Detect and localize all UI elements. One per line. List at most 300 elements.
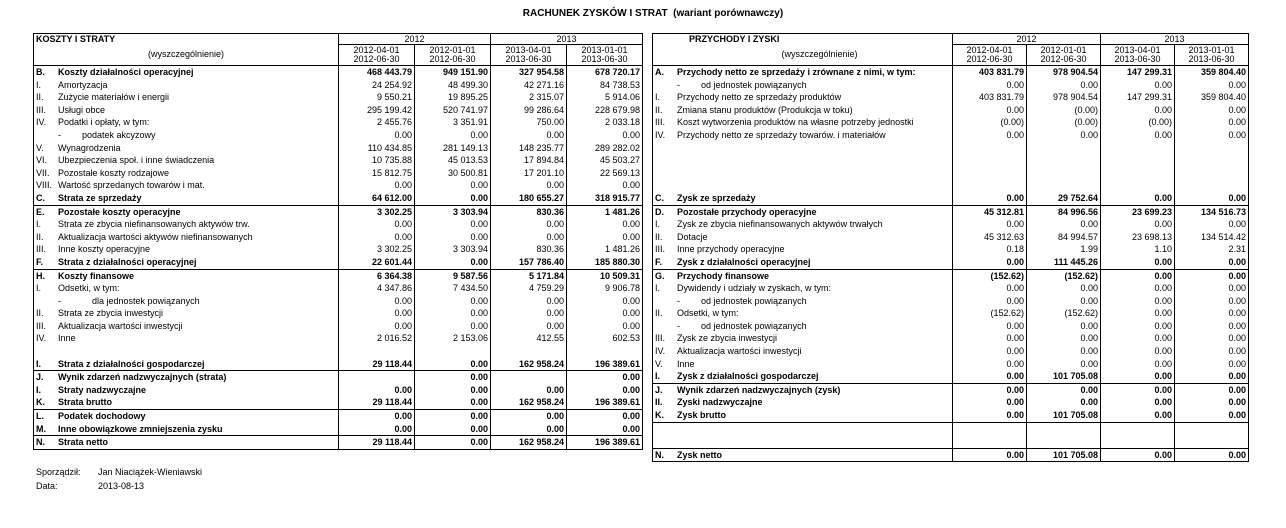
year-2013-header: 2013 (1101, 34, 1249, 45)
row-label (653, 218, 953, 231)
table-row (653, 243, 1249, 256)
row-value: 0.00 (567, 307, 643, 320)
row-value (1027, 154, 1101, 167)
row-value: 0.00 (1027, 332, 1101, 345)
row-value: 403 831.79 (953, 66, 1027, 79)
table-row (34, 192, 643, 205)
row-code: II. (655, 308, 663, 319)
table-row (34, 384, 643, 397)
period-header-row (34, 45, 643, 66)
row-value: 0.00 (415, 129, 491, 142)
row-code: B. (36, 67, 45, 77)
row-label (34, 371, 339, 384)
period-start: 2012-04-01 (966, 44, 1013, 55)
row-label (653, 179, 953, 192)
row-value: 162 958.24 (491, 436, 567, 450)
row-value: 0.00 (1175, 192, 1249, 205)
period-header (339, 45, 415, 66)
row-text: Strata netto (58, 437, 109, 448)
row-value: 2 455.76 (339, 116, 415, 129)
row-value: 17 894.84 (491, 154, 567, 167)
row-text: Ubezpieczenia społ. i inne świadczenia (58, 155, 215, 166)
row-code: N. (655, 449, 664, 460)
row-value: 0.00 (1175, 79, 1249, 92)
row-value: 0.00 (1101, 104, 1175, 117)
revenues-and-gains-table (652, 33, 1249, 462)
row-value: 9 587.56 (415, 269, 491, 282)
table-row (34, 307, 643, 320)
row-value: 162 958.24 (491, 358, 567, 371)
row-value: 0.00 (1101, 295, 1175, 308)
row-label (653, 307, 953, 320)
costs-and-losses-table (33, 33, 643, 450)
row-code: IV. (655, 346, 666, 357)
row-code: J. (655, 384, 663, 395)
row-label (653, 79, 953, 92)
row-text: Aktualizacja wartości inwestycji (677, 346, 802, 357)
table-row (34, 231, 643, 244)
row-value: 0.00 (1027, 383, 1101, 396)
period-header (415, 45, 491, 66)
row-value: 29 118.44 (339, 436, 415, 450)
row-value: 9 550.21 (339, 91, 415, 104)
row-value: (152.62) (953, 307, 1027, 320)
row-value: 281 149.13 (415, 142, 491, 155)
table-row (653, 129, 1249, 142)
row-value (1027, 167, 1101, 180)
row-value: 0.00 (567, 371, 643, 384)
row-label (34, 66, 339, 79)
row-text: Pozostałe koszty rodzajowe (58, 167, 170, 178)
period-start: 2012-01-01 (1040, 44, 1087, 55)
row-code: II. (655, 231, 663, 242)
row-value (1027, 435, 1101, 448)
row-text: od jednostek powiązanych (701, 79, 807, 90)
row-value: 10 735.88 (339, 154, 415, 167)
row-value: 0.00 (567, 218, 643, 231)
row-dash: - (677, 79, 680, 90)
row-value: 15 812.75 (339, 167, 415, 180)
table-row (34, 436, 643, 450)
row-label (653, 269, 953, 282)
row-value: 359 804.40 (1175, 91, 1249, 104)
row-code: II. (36, 92, 44, 103)
table-row (653, 370, 1249, 383)
row-value: 0.00 (339, 218, 415, 231)
row-value (953, 142, 1027, 155)
table-row (653, 79, 1249, 92)
row-value: 162 958.24 (491, 396, 567, 409)
row-value: 0.00 (415, 320, 491, 333)
row-code: D. (655, 206, 664, 217)
report-date-value: 2013-08-13 (98, 481, 145, 491)
row-label (34, 192, 339, 205)
period-start: 2012-01-01 (429, 44, 476, 55)
row-text: Inne (58, 333, 76, 344)
row-code: C. (36, 192, 45, 203)
row-value: 3 302.25 (339, 205, 415, 218)
row-value (1101, 422, 1175, 435)
row-code: I. (655, 92, 661, 103)
row-text: Straty nadzwyczajne (58, 384, 147, 395)
row-value (567, 345, 643, 358)
row-value: 7 434.50 (415, 282, 491, 295)
row-label (34, 79, 339, 92)
row-value: 22 601.44 (339, 256, 415, 269)
row-text: Strata ze zbycia niefinansowanych aktywów trw. (58, 219, 250, 230)
row-value: 0.00 (953, 396, 1027, 409)
row-value: 22 569.13 (567, 167, 643, 180)
row-value: 0.00 (567, 384, 643, 397)
row-value: 0.00 (415, 179, 491, 192)
row-text: Wynagrodzenia (58, 142, 121, 153)
row-value: 0.00 (1175, 409, 1249, 422)
row-value: 0.00 (567, 423, 643, 436)
row-value: 1.10 (1101, 243, 1175, 256)
row-label (653, 345, 953, 358)
row-text: Zysk ze zbycia niefinansowanych aktywów trwałych (677, 219, 883, 230)
table-header-row (653, 34, 1249, 45)
row-value: 23 699.23 (1101, 205, 1175, 218)
row-value: 0.00 (1101, 383, 1175, 396)
row-value: 5 914.06 (567, 91, 643, 104)
table-row (653, 231, 1249, 244)
period-header (567, 45, 643, 66)
row-label (34, 410, 339, 423)
row-code: II. (36, 231, 44, 242)
table-row (34, 243, 643, 256)
row-value: 196 389.61 (567, 358, 643, 371)
row-value (953, 422, 1027, 435)
row-value: 196 389.61 (567, 436, 643, 450)
row-value: 0.00 (1027, 345, 1101, 358)
table-row (34, 167, 643, 180)
row-value: 111 445.26 (1027, 256, 1101, 269)
section-heading: PRZYCHODY I ZYSKI (689, 34, 780, 45)
row-value: 0.00 (339, 295, 415, 308)
row-value: 185 880.30 (567, 256, 643, 269)
row-label (653, 435, 953, 448)
row-value: 0.00 (1101, 409, 1175, 422)
period-end: 2013-06-30 (581, 54, 628, 64)
period-start: 2012-04-01 (353, 44, 400, 55)
row-label (653, 383, 953, 396)
row-value: (152.62) (1027, 307, 1101, 320)
table-row (34, 269, 643, 282)
row-label (34, 384, 339, 397)
row-value: 0.00 (1175, 345, 1249, 358)
row-value: 0.00 (567, 410, 643, 423)
row-label (653, 116, 953, 129)
row-value: 0.00 (1175, 332, 1249, 345)
table-row (653, 205, 1249, 218)
period-header (1175, 45, 1249, 66)
row-label (34, 142, 339, 155)
table-row (34, 142, 643, 155)
row-label (653, 231, 953, 244)
row-value: 0.00 (491, 384, 567, 397)
row-value: 318 915.77 (567, 192, 643, 205)
row-value: 0.00 (1027, 396, 1101, 409)
row-label (653, 66, 953, 79)
row-value: 0.00 (491, 307, 567, 320)
table-row (653, 295, 1249, 308)
row-label (34, 396, 339, 409)
costs-rows (34, 66, 643, 450)
section-subheading: (wyszczególnienie) (653, 45, 953, 66)
row-label (34, 218, 339, 231)
row-value: 29 118.44 (339, 396, 415, 409)
table-row (653, 154, 1249, 167)
row-value: 0.00 (953, 104, 1027, 117)
row-label (653, 422, 953, 435)
row-value: 24 254.92 (339, 79, 415, 92)
row-value: 1 481.26 (567, 205, 643, 218)
row-value: 0.00 (491, 218, 567, 231)
row-value: 0.00 (491, 320, 567, 333)
row-value: 45 013.53 (415, 154, 491, 167)
row-dash: - (58, 129, 61, 140)
row-value: 157 786.40 (491, 256, 567, 269)
row-value: 3 302.25 (339, 243, 415, 256)
row-value: 0.00 (567, 129, 643, 142)
row-value: 412.55 (491, 332, 567, 345)
table-row (34, 104, 643, 117)
row-label (34, 205, 339, 218)
prepared-by-label: Sporządził: (36, 467, 81, 477)
row-value (339, 371, 415, 384)
period-end: 2012-06-30 (429, 54, 476, 64)
row-value: 978 904.54 (1027, 66, 1101, 79)
row-text: Pozostałe przychody operacyjne (677, 206, 817, 217)
row-value: 750.00 (491, 116, 567, 129)
row-value: 101 705.08 (1027, 409, 1101, 422)
row-label (653, 256, 953, 269)
prepared-by-value: Jan Niaciążek-Wieniawski (98, 467, 203, 477)
row-value: 23 698.13 (1101, 231, 1175, 244)
row-value: 180 655.27 (491, 192, 567, 205)
row-label (34, 345, 339, 358)
period-start: 2013-04-01 (505, 44, 552, 55)
table-row (653, 269, 1249, 282)
row-value: 0.00 (1027, 129, 1101, 142)
row-label (34, 320, 339, 333)
row-code: I. (36, 219, 42, 230)
row-value: 84 994.57 (1027, 231, 1101, 244)
table-row (34, 154, 643, 167)
table-row (34, 358, 643, 371)
row-value: 0.00 (953, 295, 1027, 308)
row-text: Koszty finansowe (58, 270, 135, 281)
row-value (953, 435, 1027, 448)
row-code: II. (655, 104, 663, 115)
table-row (34, 256, 643, 269)
table-row (34, 66, 643, 79)
row-value: 29 752.64 (1027, 192, 1101, 205)
row-value (1101, 142, 1175, 155)
row-value (1101, 154, 1175, 167)
row-value (1027, 179, 1101, 192)
row-code: K. (36, 397, 45, 408)
row-value (1175, 154, 1249, 167)
row-value: 978 904.54 (1027, 91, 1101, 104)
row-text: Strata ze zbycia inwestycji (58, 308, 164, 319)
row-value (1175, 435, 1249, 448)
row-text: Przychody netto ze sprzedaży towarów. i materiałów (677, 129, 886, 140)
row-value: 84 996.56 (1027, 205, 1101, 218)
row-value: 0.00 (1101, 320, 1175, 333)
period-end: 2012-06-30 (966, 54, 1013, 64)
row-value: 0.00 (1175, 358, 1249, 371)
row-value: 0.00 (415, 423, 491, 436)
row-label (653, 205, 953, 218)
table-row (653, 307, 1249, 320)
row-text: Zysk ze zbycia inwestycji (677, 333, 778, 344)
row-value: 0.00 (567, 179, 643, 192)
row-value (491, 371, 567, 384)
table-row (653, 282, 1249, 295)
row-code: I. (655, 371, 661, 382)
row-label (653, 167, 953, 180)
row-value: 0.00 (567, 231, 643, 244)
period-start: 2013-04-01 (1114, 44, 1161, 55)
row-dash: - (58, 295, 61, 306)
row-value: 0.00 (415, 192, 491, 205)
row-value: 0.00 (1101, 448, 1175, 462)
table-row (34, 179, 643, 192)
row-code: V. (36, 142, 44, 153)
row-value: 6 364.38 (339, 269, 415, 282)
row-value (1175, 142, 1249, 155)
row-value: 0.00 (1027, 358, 1101, 371)
period-start: 2013-01-01 (581, 44, 628, 55)
row-code: V. (655, 358, 663, 369)
row-value: 84 738.53 (567, 79, 643, 92)
row-value: 0.00 (1175, 282, 1249, 295)
row-value: 134 514.42 (1175, 231, 1249, 244)
row-label (34, 307, 339, 320)
table-row (653, 383, 1249, 396)
row-value: 0.00 (1027, 295, 1101, 308)
row-value: 0.00 (953, 320, 1027, 333)
period-end: 2012-06-30 (353, 54, 400, 64)
row-value: 0.00 (1027, 320, 1101, 333)
row-label (34, 358, 339, 371)
row-value: 2 315.07 (491, 91, 567, 104)
year-2012-header: 2012 (953, 34, 1101, 45)
row-text: Aktualizacja wartości inwestycji (58, 320, 183, 331)
row-value: 0.00 (953, 79, 1027, 92)
row-value: 0.00 (953, 345, 1027, 358)
row-label (34, 295, 339, 308)
row-value: 0.00 (953, 256, 1027, 269)
row-code: A. (655, 67, 664, 77)
row-value: 0.00 (1027, 79, 1101, 92)
row-value: 327 954.58 (491, 66, 567, 79)
row-code: VI. (36, 155, 48, 166)
row-code: VIII. (36, 180, 53, 191)
row-value: 29 118.44 (339, 358, 415, 371)
row-label (34, 179, 339, 192)
row-value: 0.00 (953, 192, 1027, 205)
table-row (34, 205, 643, 218)
prepared-by (36, 467, 202, 477)
row-value: (0.00) (1027, 104, 1101, 117)
row-value: 0.00 (953, 129, 1027, 142)
table-row (653, 142, 1249, 155)
row-value: 0.00 (1175, 116, 1249, 129)
row-code: G. (655, 270, 665, 281)
row-code: J. (36, 372, 44, 383)
row-code: IV. (655, 129, 666, 140)
row-value (1101, 167, 1175, 180)
row-value: 0.00 (1101, 358, 1175, 371)
row-value: 0.18 (953, 243, 1027, 256)
row-dash: - (677, 320, 680, 331)
row-value: 0.00 (1175, 320, 1249, 333)
table-row (34, 410, 643, 423)
row-text: Strata z działalności operacyjnej (58, 256, 197, 267)
row-code: F. (36, 256, 44, 267)
row-value: 0.00 (1101, 282, 1175, 295)
table-row (653, 218, 1249, 231)
row-code: N. (36, 437, 45, 448)
row-label (653, 154, 953, 167)
row-code: III. (655, 333, 666, 344)
row-code: IV. (36, 333, 47, 344)
row-value: 0.00 (1101, 269, 1175, 282)
row-value: 0.00 (953, 448, 1027, 462)
row-code: III. (36, 104, 47, 115)
row-text: Inne obowiązkowe zmniejszenia zysku (58, 423, 223, 434)
table-row (653, 320, 1249, 333)
table-row (653, 256, 1249, 269)
row-text: Zysk netto (677, 449, 723, 460)
row-value: 520 741.97 (415, 104, 491, 117)
row-label (653, 104, 953, 117)
row-code: I. (36, 79, 42, 90)
row-value: 0.00 (953, 358, 1027, 371)
row-label (653, 332, 953, 345)
period-header (1101, 45, 1175, 66)
row-code: E. (36, 206, 45, 217)
row-value: 148 235.77 (491, 142, 567, 155)
table-row (34, 332, 643, 345)
row-code: I. (655, 283, 661, 294)
row-value: 0.00 (567, 295, 643, 308)
row-value (1101, 179, 1175, 192)
row-value: 4 759.29 (491, 282, 567, 295)
row-value: 10 509.31 (567, 269, 643, 282)
row-text: Zysk z działalności operacyjnej (677, 256, 811, 267)
row-text: Przychody netto ze sprzedaży produktów (677, 92, 842, 103)
row-text: Inne koszty operacyjne (58, 244, 151, 255)
table-row (34, 129, 643, 142)
period-end: 2013-06-30 (1188, 54, 1235, 64)
row-value: 0.00 (953, 370, 1027, 383)
row-value (953, 179, 1027, 192)
year-2013-header: 2013 (491, 34, 643, 45)
table-row (653, 104, 1249, 117)
row-value: 289 282.02 (567, 142, 643, 155)
row-text: Wartość sprzedanych towarów i mat. (58, 180, 205, 191)
row-text: Zużycie materiałów i energii (58, 92, 170, 103)
period-end: 2013-06-30 (505, 54, 552, 64)
row-value: 0.00 (953, 383, 1027, 396)
table-row (34, 218, 643, 231)
period-header (953, 45, 1027, 66)
row-text: Wynik zdarzeń nadzwyczajnych (strata) (58, 372, 227, 383)
